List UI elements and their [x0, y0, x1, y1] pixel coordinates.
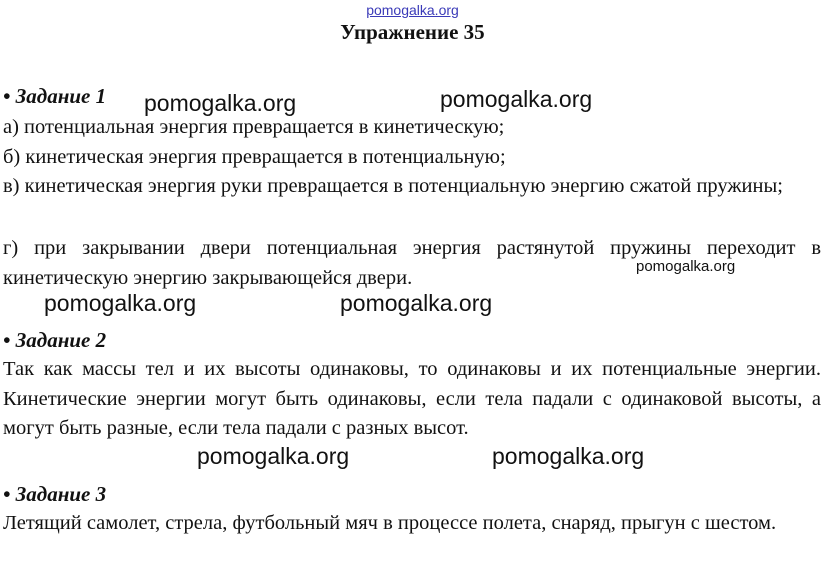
task-3-text: Летящий самолет, стрела, футбольный мяч в процессе полета, снаряд, прыгун с шестом.	[3, 512, 777, 534]
site-link[interactable]: pomogalka.org	[366, 2, 459, 18]
task-1-item-c: в) кинетическая энергия руки превращается в потенциальную энергию сжатой пружины;	[3, 175, 783, 197]
task-3-heading: • Задание 3	[3, 482, 107, 506]
page-title: Упражнение 35	[340, 20, 485, 44]
watermark: pomogalka.org	[144, 90, 297, 116]
task-1-heading: • Задание 1	[3, 84, 107, 108]
task-2-text: Так как массы тел и их высоты одинаковы, то одинаковы и их потенциальные энергии. Кинетические энергии могут быть одинаковы, если тела падали с одинаковой высоты, а могут быть разные, если тела падали с разных высот.	[3, 358, 821, 439]
watermark: pomogalka.org	[440, 86, 593, 112]
watermark: pomogalka.org	[340, 290, 493, 316]
watermark: pomogalka.org	[44, 290, 197, 316]
task-2-heading: • Задание 2	[3, 328, 107, 352]
task-1-item-b: б) кинетическая энергия превращается в потенциальную;	[3, 146, 506, 168]
watermark: pomogalka.org	[492, 443, 645, 469]
watermark: pomogalka.org	[636, 258, 736, 275]
task-1-item-d: г) при закрывании двери потенциальная энергия растянутой пружины переходит в кинетическую энергию закрывающейся двери.	[3, 237, 821, 289]
watermark: pomogalka.org	[197, 443, 350, 469]
task-1-item-a: а) потенциальная энергия превращается в кинетическую;	[3, 116, 505, 138]
